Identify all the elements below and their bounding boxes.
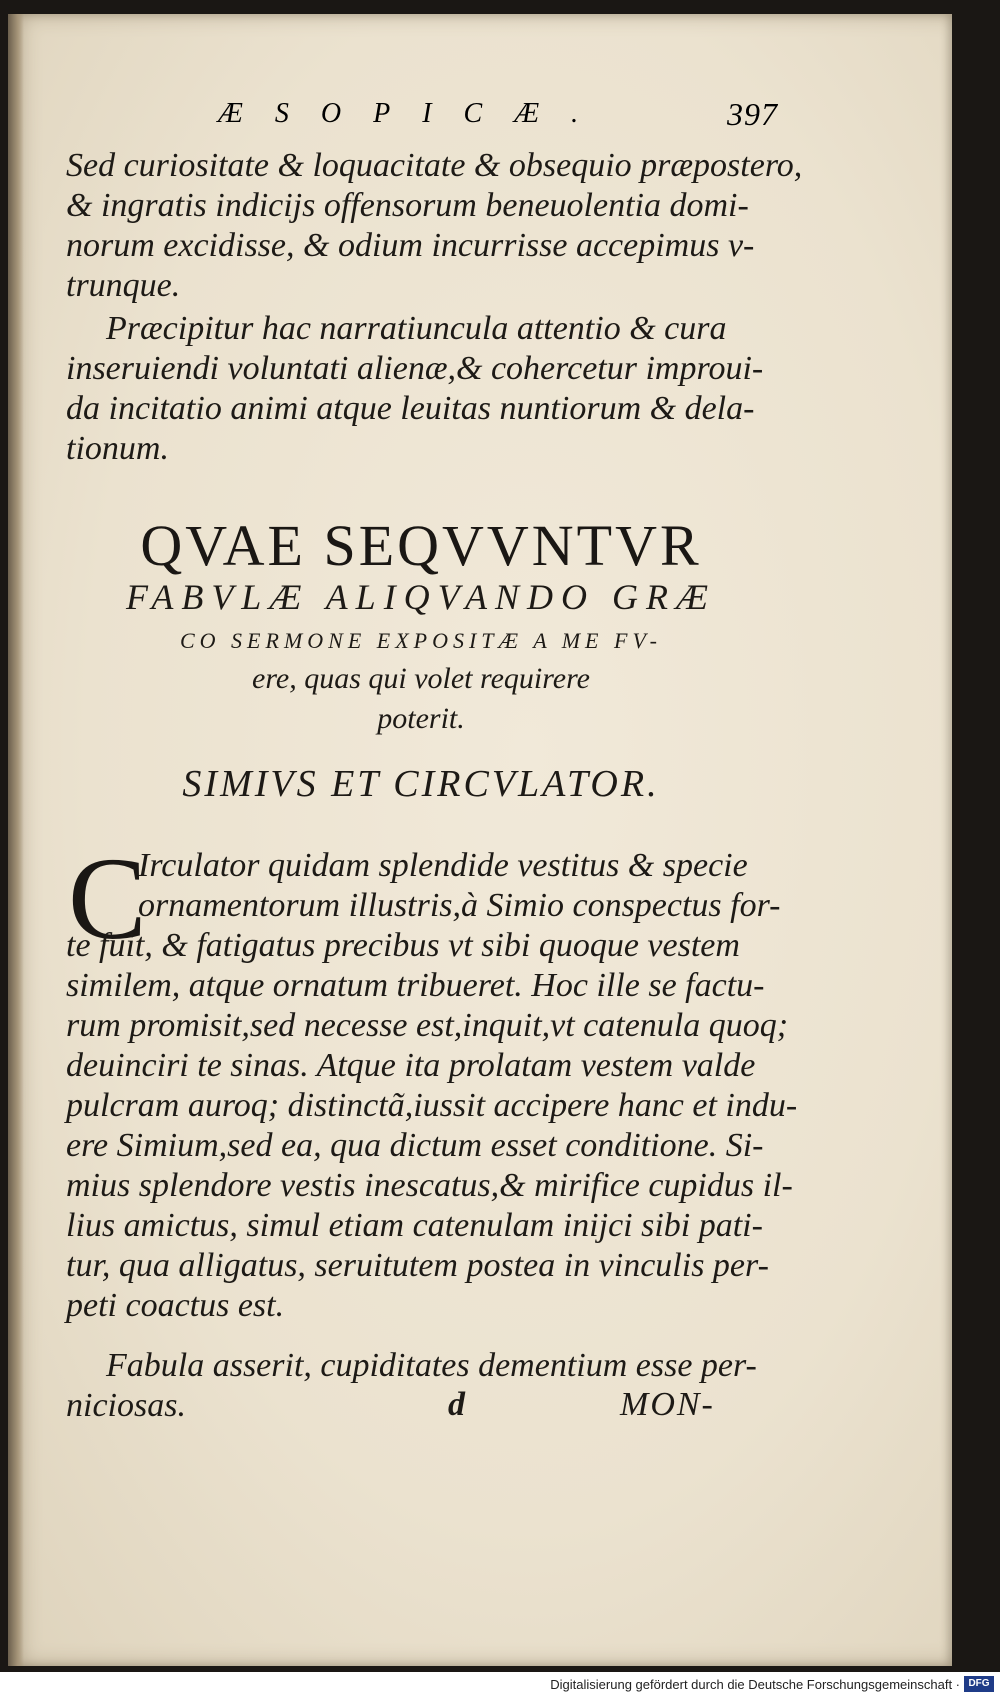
book-page — [8, 14, 952, 1666]
running-title: ÆSOPICÆ. — [218, 98, 611, 129]
digitization-footer — [0, 1672, 1000, 1697]
text-line: da incitatio animi atque leuitas nuntiorum & dela- — [66, 390, 755, 427]
text-line: & ingratis indicijs offensorum beneuolentia domi- — [66, 187, 749, 224]
text-line: niciosas. — [66, 1387, 186, 1424]
section-heading-line-4: ere, quas qui volet requirere — [252, 662, 590, 695]
page-binding-shadow — [8, 14, 24, 1666]
paragraph-1 — [66, 146, 803, 306]
text-line: rum promisit,sed necesse est,inquit,vt catenula quoq; — [66, 1007, 789, 1044]
running-header — [218, 98, 778, 138]
text-line: ere Simium,sed ea, qua dictum esset conditione. Si- — [66, 1127, 764, 1164]
text-line: norum excidisse, & odium incurrisse accepimus v- — [66, 227, 755, 264]
section-heading-line-3: CO SERMONE EXPOSITÆ A ME FV- — [180, 628, 662, 653]
dfg-logo-icon: DFG — [964, 1676, 994, 1692]
footer-credit: Digitalisierung gefördert durch die Deutsche Forschungsgemeinschaft · — [550, 1677, 960, 1692]
text-line: trunque. — [66, 267, 181, 304]
fable-title: SIMIVS ET CIRCVLATOR. — [182, 763, 660, 805]
paragraph-2 — [66, 309, 776, 469]
section-heading-roman: QVAE SEQVVNTVR — [140, 513, 702, 578]
text-line: deuinciri te sinas. Atque ita prolatam vestem valde — [66, 1047, 756, 1084]
text-line: pulcram auroq; distinctã,iussit accipere hanc et indu- — [66, 1087, 798, 1124]
fable-text — [66, 833, 798, 1326]
text-line: te fuit, & fatigatus precibus vt sibi quoque vestem — [66, 927, 740, 964]
text-line: lius amictus, simul etiam catenulam inijci sibi pati- — [66, 1207, 763, 1244]
page-number: 397 — [727, 96, 778, 132]
text-line: ornamentorum illustris,à Simio conspectus for- — [138, 887, 781, 924]
text-line: Præcipitur hac narratiuncula attentio & cura — [106, 310, 727, 347]
text-line: tur, qua alligatus, seruitutem postea in vinculis per- — [66, 1247, 769, 1284]
text-line: Sed curiositate & loquacitate & obsequio præpostero, — [66, 147, 803, 184]
drop-capital: C — [68, 833, 147, 964]
text-line: tionum. — [66, 430, 169, 467]
text-line: mius splendore vestis inescatus,& mirifice cupidus il- — [66, 1167, 793, 1204]
text-line: similem, atque ornatum tribueret. Hoc ille se factu- — [66, 967, 765, 1004]
text-line: peti coactus est. — [66, 1287, 285, 1324]
section-heading-line-2: FABVLÆ ALIQVANDO GRÆ — [125, 577, 716, 617]
text-line: inseruiendi voluntati alienæ,& cohercetur improui- — [66, 350, 764, 387]
signature-mark: d — [448, 1386, 465, 1423]
text-line: Irculator quidam splendide vestitus & specie — [138, 847, 748, 884]
catchword: MON- — [620, 1386, 715, 1423]
section-heading-line-5: poterit. — [377, 702, 465, 735]
text-line: Fabula asserit, cupiditates dementium esse per- — [106, 1347, 757, 1384]
